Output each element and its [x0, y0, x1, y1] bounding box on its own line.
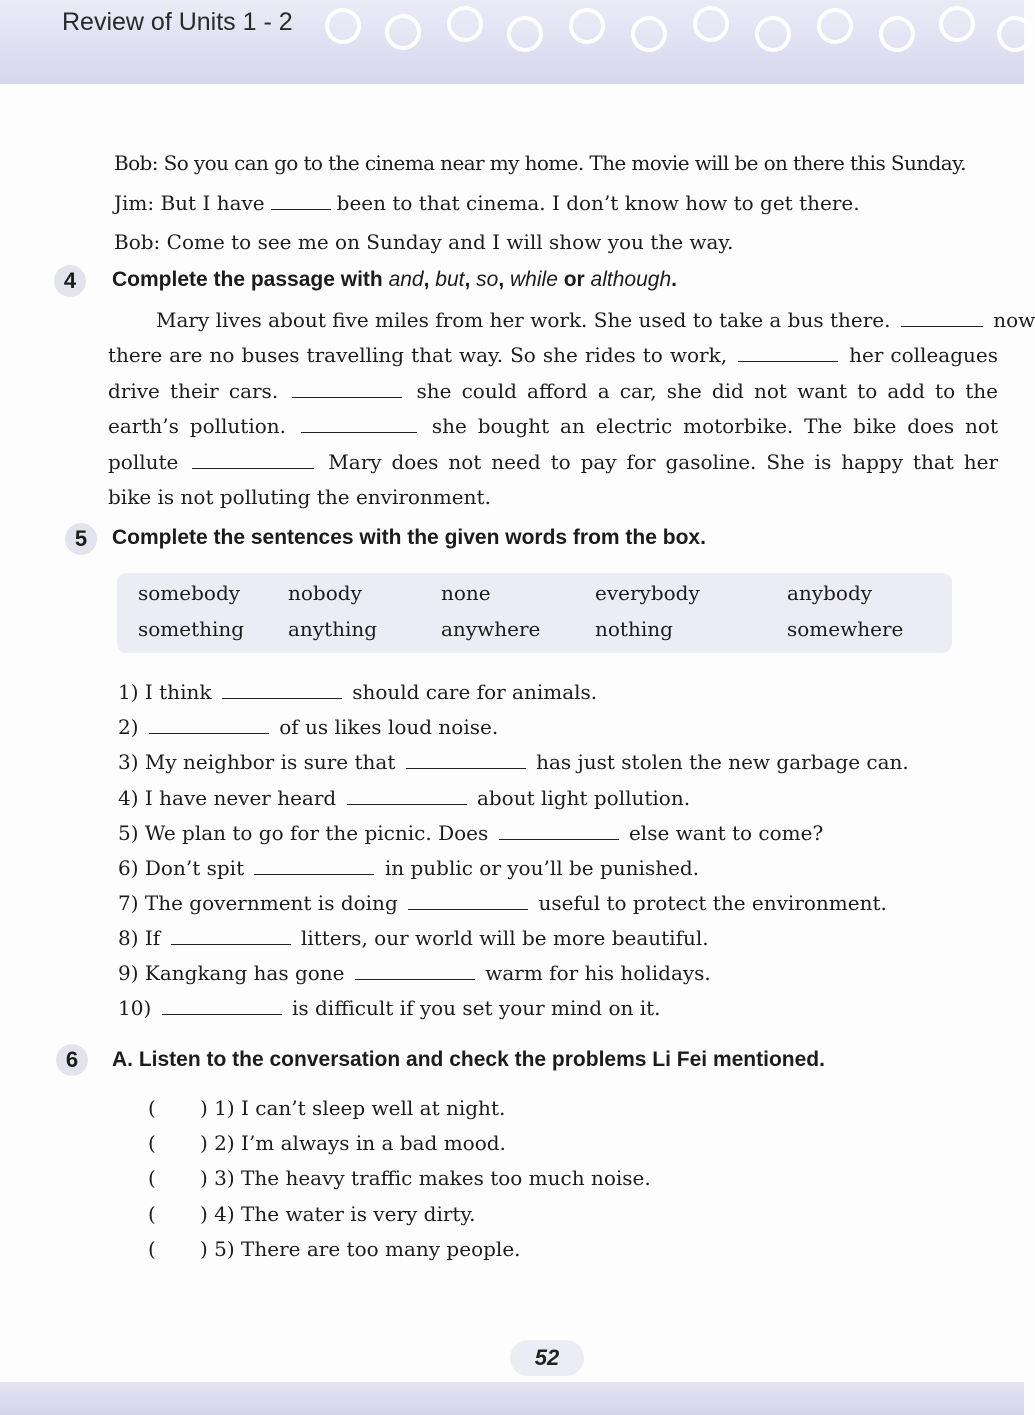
passage-text: drive their cars. [108, 378, 279, 403]
exercise-item [118, 715, 498, 739]
title-text: Complete the passage with [112, 268, 389, 291]
answer-blank[interactable] [222, 697, 342, 699]
circle-ornament [997, 16, 1033, 52]
item-number: 1) [118, 680, 139, 704]
exercise-item [118, 996, 661, 1020]
item-text: If [144, 926, 161, 950]
passage-text: pollute [108, 449, 179, 474]
check-box[interactable]: ( [148, 1237, 156, 1261]
exercise-item [118, 961, 711, 985]
item-text: about light pollution. [476, 786, 691, 810]
box-word: somebody [138, 581, 241, 605]
item-number: 9) [118, 961, 139, 985]
exercise-item [118, 821, 823, 845]
answer-blank[interactable] [408, 908, 528, 910]
item-number: 5) [118, 821, 139, 845]
keyword: but [435, 268, 465, 291]
passage-line [108, 445, 998, 480]
dialogue-text: been to that cinema. I don’t know how to get there. [336, 191, 860, 215]
keyword: although [590, 268, 672, 291]
item-text: should care for animals. [352, 680, 598, 704]
box-word: everybody [595, 581, 700, 605]
answer-blank[interactable] [292, 396, 402, 398]
item-text: is difficult if you set your mind on it. [291, 996, 661, 1020]
exercise-item [118, 680, 597, 704]
box-word: something [138, 617, 245, 641]
answer-blank[interactable] [738, 360, 838, 362]
section-title: Complete the passage with and, but, so, while or although. [112, 268, 677, 291]
circle-ornament [325, 8, 361, 44]
check-box[interactable]: ( [148, 1166, 156, 1190]
check-box[interactable]: ( [148, 1096, 156, 1120]
page-footer [0, 1382, 1024, 1415]
title-text: or [557, 268, 591, 291]
circle-ornament [755, 16, 791, 52]
page-title: Review of Units 1 - 2 [62, 8, 293, 36]
box-word: nothing [595, 617, 673, 641]
item-text: Don’t spit [144, 856, 245, 880]
word-box [117, 573, 952, 653]
decorative-circles [325, 6, 1025, 46]
check-text: ) 1) I can’t sleep well at night. [200, 1096, 506, 1120]
item-text: We plan to go for the picnic. Does [144, 821, 489, 845]
section-number: 5 [65, 523, 97, 555]
passage-text: she bought an electric motorbike. The bike does not [431, 414, 999, 439]
check-text: ) 2) I’m always in a bad mood. [200, 1131, 506, 1155]
exercise-item [118, 856, 699, 880]
dialogue-line [114, 191, 860, 215]
circle-ornament [385, 14, 421, 50]
keyword: and [388, 268, 424, 291]
item-text: litters, our world will be more beautiful. [300, 926, 709, 950]
item-number: 7) [118, 891, 139, 915]
page-header [0, 0, 1024, 84]
check-box[interactable]: ( [148, 1202, 156, 1226]
dialogue-line: Bob: Come to see me on Sunday and I will show you the way. [114, 230, 734, 254]
checklist-item [148, 1166, 651, 1190]
answer-blank[interactable] [171, 943, 291, 945]
answer-blank[interactable] [162, 1013, 282, 1015]
answer-blank[interactable] [149, 732, 269, 734]
answer-blank[interactable] [499, 838, 619, 840]
answer-blank[interactable] [347, 803, 467, 805]
item-text: Kangkang has gone [144, 961, 345, 985]
passage-line [108, 338, 998, 373]
page-number: 52 [510, 1340, 584, 1376]
section-title: Complete the sentences with the given words from the box. [112, 526, 706, 549]
item-number: 2) [118, 715, 139, 739]
item-text: My neighbor is sure that [144, 750, 396, 774]
circle-ornament [569, 8, 605, 44]
item-text: has just stolen the new garbage can. [536, 750, 909, 774]
passage-line [108, 409, 998, 444]
box-word: somewhere [787, 617, 904, 641]
answer-blank[interactable] [406, 767, 526, 769]
item-text: I have never heard [144, 786, 337, 810]
item-text: else want to come? [628, 821, 824, 845]
check-text: ) 3) The heavy traffic makes too much noise. [200, 1166, 651, 1190]
circle-ornament [507, 16, 543, 52]
circle-ornament [939, 6, 975, 42]
answer-blank[interactable] [192, 467, 314, 469]
keyword: while [510, 268, 558, 291]
item-text: in public or you’ll be punished. [384, 856, 700, 880]
answer-blank[interactable] [254, 873, 374, 875]
box-word: nobody [288, 581, 362, 605]
circle-ornament [817, 8, 853, 44]
check-box[interactable]: ( [148, 1131, 156, 1155]
item-number: 3) [118, 750, 139, 774]
item-number: 8) [118, 926, 139, 950]
passage-line: bike is not polluting the environment. [108, 484, 491, 509]
checklist-item [148, 1131, 506, 1155]
answer-blank[interactable] [355, 978, 475, 980]
passage-line [108, 374, 998, 409]
passage-text: Mary does not need to pay for gasoline. She is happy that her [328, 449, 999, 474]
box-word: anywhere [441, 617, 541, 641]
exercise-item [118, 786, 690, 810]
exercise-item [118, 750, 909, 774]
answer-blank[interactable] [271, 208, 331, 210]
item-number: 4) [118, 786, 139, 810]
check-text: ) 5) There are too many people. [200, 1237, 521, 1261]
checklist-item [148, 1202, 475, 1226]
item-text: useful to protect the environment. [538, 891, 887, 915]
section-number: 4 [54, 265, 86, 297]
box-word: none [441, 581, 491, 605]
passage-text: now [993, 308, 1035, 332]
checklist-item [148, 1096, 505, 1120]
item-text: I think [144, 680, 212, 704]
item-number: 6) [118, 856, 139, 880]
check-text: ) 4) The water is very dirty. [200, 1202, 476, 1226]
circle-ornament [879, 16, 915, 52]
keyword: so [476, 268, 499, 291]
box-word: anything [288, 617, 378, 641]
dialogue-line: Bob: So you can go to the cinema near my home. The movie will be on there this Sunday. [114, 151, 966, 175]
passage-text: Mary lives about five miles from her work. She used to take a bus there. [156, 308, 891, 332]
passage-text: earth’s pollution. [108, 414, 286, 439]
item-text: The government is doing [144, 891, 398, 915]
checklist-item [148, 1237, 521, 1261]
dialogue-text: Jim: But I have [114, 191, 265, 215]
passage-text: she could afford a car, she did not want to add to the [416, 378, 999, 403]
box-word: anybody [787, 581, 873, 605]
section-number: 6 [56, 1044, 88, 1076]
answer-blank[interactable] [901, 325, 983, 327]
exercise-item [118, 891, 887, 915]
section-title: A. Listen to the conversation and check the problems Li Fei mentioned. [112, 1048, 825, 1071]
passage-line [108, 303, 1035, 338]
item-text: warm for his holidays. [485, 961, 711, 985]
circle-ornament [631, 16, 667, 52]
passage-text: there are no buses travelling that way. So she rides to work, [108, 343, 728, 368]
item-number: 10) [118, 996, 152, 1020]
exercise-item [118, 926, 709, 950]
circle-ornament [447, 6, 483, 42]
circle-ornament [693, 6, 729, 42]
answer-blank[interactable] [301, 431, 417, 433]
passage-text: her colleagues [849, 343, 998, 368]
item-text: of us likes loud noise. [279, 715, 499, 739]
passage [108, 303, 1035, 515]
